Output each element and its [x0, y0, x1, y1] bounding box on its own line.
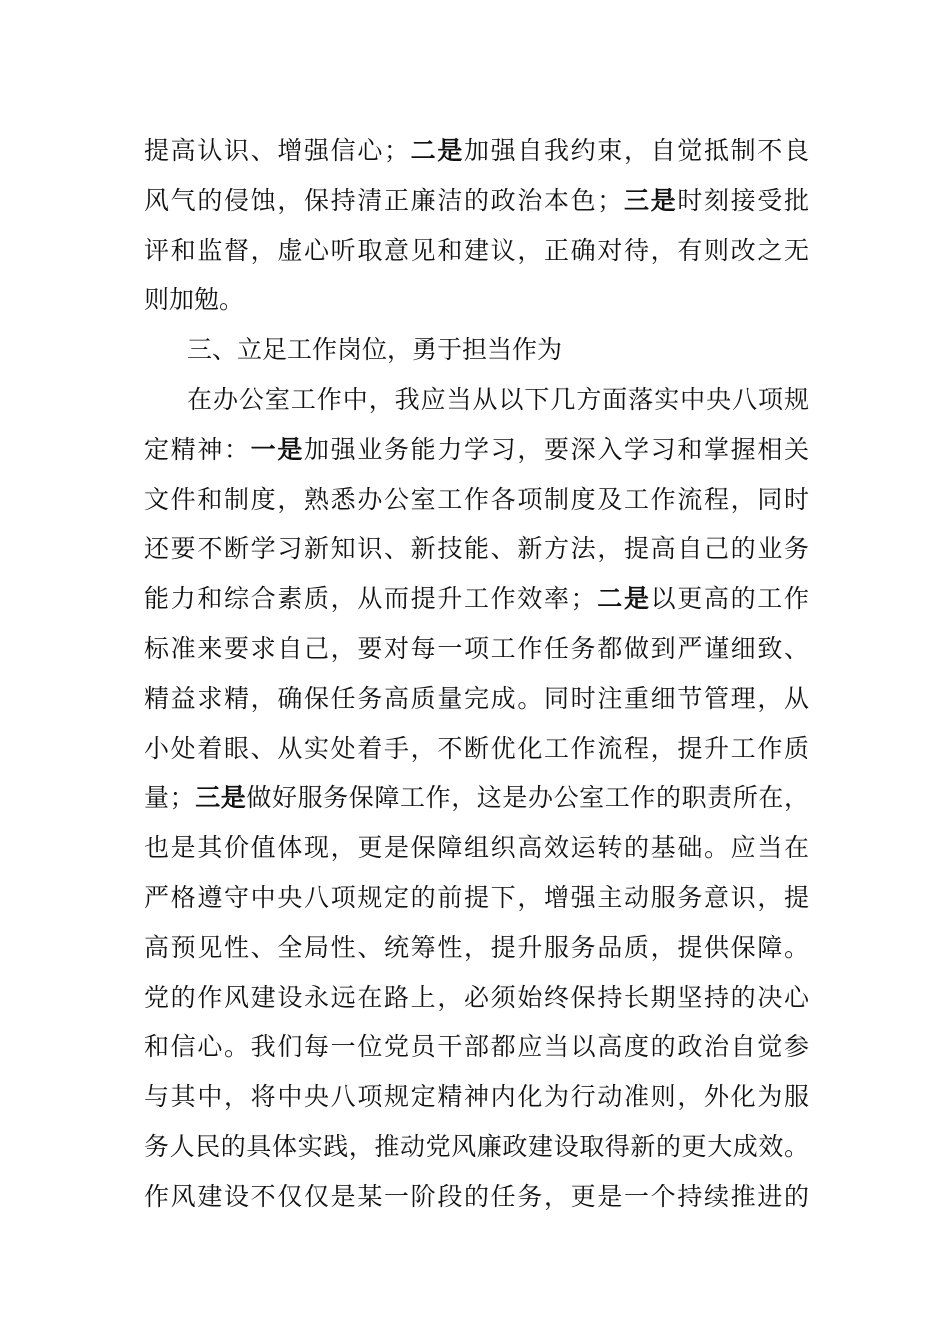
- text-line: [144, 425, 809, 475]
- section-heading: [144, 325, 809, 375]
- text-run: 文件和制度，熟悉办公室工作各项制度及工作流程，同时: [144, 484, 809, 514]
- bold-marker: 三是: [194, 783, 247, 813]
- text-run: 三、立足工作岗位，勇于担当作为: [187, 335, 563, 365]
- text-line: [144, 923, 809, 973]
- text-run: 标准来要求自己，要对每一项工作任务都做到严谨细致、: [144, 633, 809, 663]
- text-run: 和信心。我们每一位党员干部都应当以高度的政治自觉参: [144, 1032, 809, 1062]
- text-run: 量；: [144, 783, 195, 813]
- text-line: [144, 674, 809, 724]
- text-run: 作风建设不仅仅是某一阶段的任务，更是一个持续推进的: [144, 1181, 809, 1211]
- text-line: [144, 176, 809, 226]
- text-run: 则加勉。: [144, 285, 245, 315]
- text-run: 与其中，将中央八项规定精神内化为行动准则，外化为服: [144, 1082, 809, 1112]
- text-line: [144, 574, 809, 624]
- text-run: 能力和综合素质，从而提升工作效率；: [144, 584, 596, 614]
- text-line: [144, 1122, 809, 1172]
- text-run: 小处着眼、从实处着手，不断优化工作流程，提升工作质: [144, 733, 809, 763]
- text-run: 务人民的具体实践，推动党风廉政建设取得新的更大成效。: [144, 1131, 809, 1161]
- text-line: [144, 1172, 809, 1222]
- text-run: 风气的侵蚀，保持清正廉洁的政治本色；: [144, 185, 623, 215]
- text-line: [144, 873, 809, 923]
- text-run: 还要不断学习新知识、新技能、新方法，提高自己的业务: [144, 534, 809, 564]
- text-line: [144, 475, 809, 525]
- bold-marker: 二是: [408, 136, 464, 165]
- text-line: [144, 126, 809, 176]
- text-run: 做好服务保障工作，这是办公室工作的职责所在，: [246, 783, 809, 813]
- text-run: 在办公室工作中，我应当从以下几方面落实中央八项规: [187, 384, 809, 414]
- text-line: [144, 973, 809, 1023]
- text-run: 评和监督，虚心听取意见和建议，正确对待，有则改之无: [144, 235, 809, 265]
- text-line: [144, 1072, 809, 1122]
- text-line: [144, 823, 809, 873]
- document-body: [144, 126, 809, 1222]
- text-line: [144, 624, 809, 674]
- bold-marker: 三是: [622, 185, 678, 215]
- bold-marker: 二是: [595, 584, 651, 614]
- text-run: 以更高的工作: [650, 584, 809, 614]
- text-line: [144, 724, 809, 774]
- text-run: 高预见性、全局性、统筹性，提升服务品质，提供保障。: [144, 932, 809, 962]
- text-run: 也是其价值体现，更是保障组织高效运转的基础。应当在: [144, 833, 809, 863]
- text-run: 加强业务能力学习，要深入学习和掌握相关: [304, 434, 809, 464]
- text-line: [144, 375, 809, 425]
- text-run: 时刻接受批: [677, 185, 809, 215]
- bold-marker: 一是: [250, 434, 305, 464]
- text-run: 定精神：: [144, 434, 251, 464]
- text-line: [144, 226, 809, 276]
- text-line: [144, 773, 809, 823]
- text-run: 严格遵守中央八项规定的前提下，增强主动服务意识，提: [144, 882, 809, 912]
- text-line: [144, 275, 809, 325]
- text-run: 党的作风建设永远在路上，必须始终保持长期坚持的决心: [144, 982, 809, 1012]
- text-run: 加强自我约束，自觉抵制不良: [463, 136, 809, 165]
- text-run: 提高认识、增强信心；: [144, 136, 409, 165]
- text-line: [144, 1022, 809, 1072]
- text-run: 精益求精，确保任务高质量完成。同时注重细节管理，从: [144, 683, 809, 713]
- text-line: [144, 524, 809, 574]
